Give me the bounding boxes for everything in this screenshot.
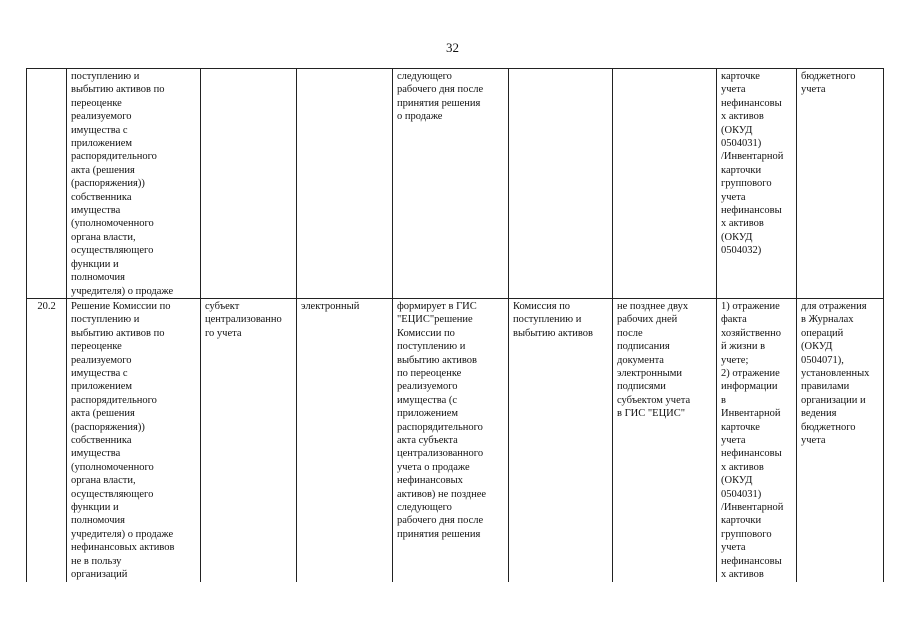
row-number-cell: 20.2 (27, 298, 67, 582)
responsible-cell (201, 69, 297, 299)
recipient-cell: Комиссия по поступлению и выбытию активов (509, 298, 613, 582)
deadline-cell: не позднее двух рабочих дней после подписания документа электронными подписями субъектом учета в ГИС "ЕЦИС" (613, 298, 717, 582)
recipient-cell (509, 69, 613, 299)
document-name-cell: поступлению и выбытию активов по переоценке реализуемого имущества с приложением распорядительного акта (решения (распоряжения)) собственника имущества (уполномоченного органа власти, осуществляющего функции и полномочия учредителя) о продаже (67, 69, 201, 299)
row-number-cell (27, 69, 67, 299)
deadline-cell (613, 69, 717, 299)
responsible-cell: субъект централизованно го учета (201, 298, 297, 582)
table-row (27, 69, 884, 299)
action-cell: следующего рабочего дня после принятия решения о продаже (393, 69, 509, 299)
register-cell: для отражения в Журналах операций (ОКУД 0504071), установленных правилами организации и ведения бюджетного учета (797, 298, 884, 582)
document-table (26, 68, 884, 582)
form-cell (297, 69, 393, 299)
purpose-cell: карточке учета нефинансовы х активов (ОКУД 0504031) /Инвентарной карточки группового учета нефинансовы х активов (ОКУД 0504032) (717, 69, 797, 299)
action-cell: формирует в ГИС "ЕЦИС"решение Комиссии по поступлению и выбытию активов по переоценке реализуемого имущества (с приложением распорядительного акта субъекта централизованного учета о продаже нефинансовых активов) не позднее следующего рабочего дня после принятия решения (393, 298, 509, 582)
document-name-cell: Решение Комиссии по поступлению и выбытию активов по переоценке реализуемого имущества с приложением распорядительного акта (решения (распоряжения)) собственника имущества (уполномоченного органа власти, осуществляющего функции и полномочия учредителя) о продаже нефинансовых активов не в пользу организаций (67, 298, 201, 582)
table-row (27, 298, 884, 582)
purpose-cell: 1) отражение факта хозяйственно й жизни в учете; 2) отражение информации в Инвентарной карточке учета нефинансовы х активов (ОКУД 0504031) /Инвентарной карточки группового учета нефинансовы х активов (717, 298, 797, 582)
page-number: 32 (446, 40, 459, 55)
form-cell: электронный (297, 298, 393, 582)
register-cell: бюджетного учета (797, 69, 884, 299)
